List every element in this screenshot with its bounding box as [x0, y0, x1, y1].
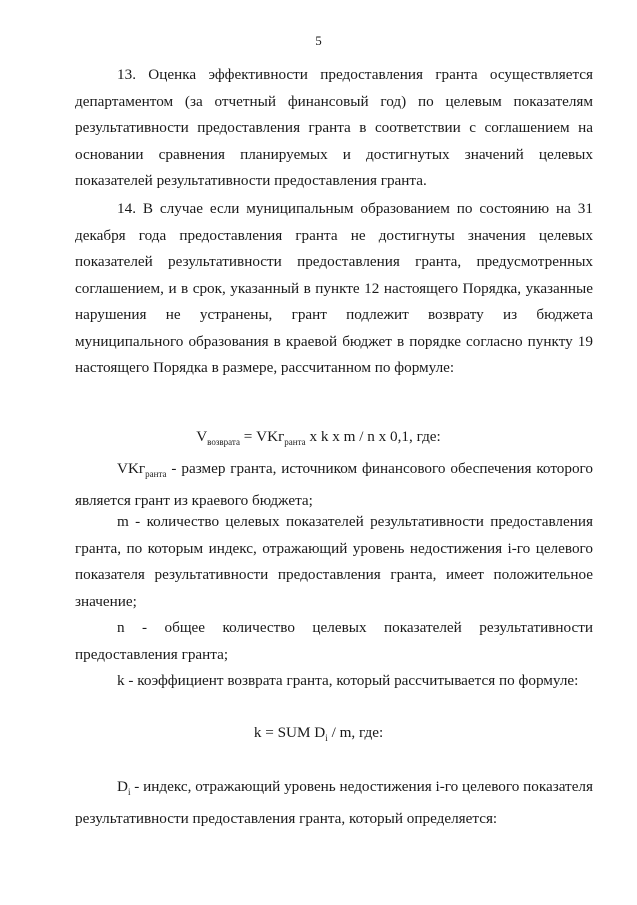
- paragraph-13: 13. Оценка эффективности предоставления гранта осуществляется департаментом (за отчетный финансовый год) по целевым показателям результативности предоставления гранта в соответствии с соглашением на основании сравнения планируемых и достигнутых значений целевых показателей результативности предоставления гранта.: [75, 66, 593, 189]
- definition-m: m - количество целевых показателей результативности предоставления гранта, по которым индекс, отражающий уровень недостижения i-го целевого показателя результативности предоставления гранта, имеет положительное значение;: [75, 513, 593, 610]
- formula-k: k = SUM $D_i$ / m, где:: [253, 724, 384, 744]
- page-number: 5: [315, 33, 322, 48]
- definition-d: $D_i$ - индекс, отражающий уровень недостижения i-го целевого показателя результативности предоставления гранта, который определяется:: [75, 778, 593, 827]
- paragraph-14: 14. В случае если муниципальным образованием по состоянию на 31 декабря года предоставления гранта не достигнуты значения целевых показателей результативности предоставления гранта, предусмотренных соглашением, и в срок, указанный в пункте 12 настоящего Порядка, указанные нарушения не устранены, грант подлежит возврату из бюджета муниципального образования в краевой бюджет в порядке согласно пункту 19 настоящего Порядка в размере, рассчитанном по формуле:: [75, 200, 593, 376]
- formula-return: $V_{возврата} = VKг_{ранта}$ х k х m / n х 0,1, где:: [196, 428, 441, 448]
- definition-k: k - коэффициент возврата гранта, который рассчитывается по формуле:: [117, 672, 579, 689]
- definition-vk: VKг$_{ранта}$ - размер гранта, источником финансового обеспечения которого является грант из краевого бюджета;: [75, 460, 593, 509]
- definition-n: n - общее количество целевых показателей результативности предоставления гранта;: [75, 619, 593, 663]
